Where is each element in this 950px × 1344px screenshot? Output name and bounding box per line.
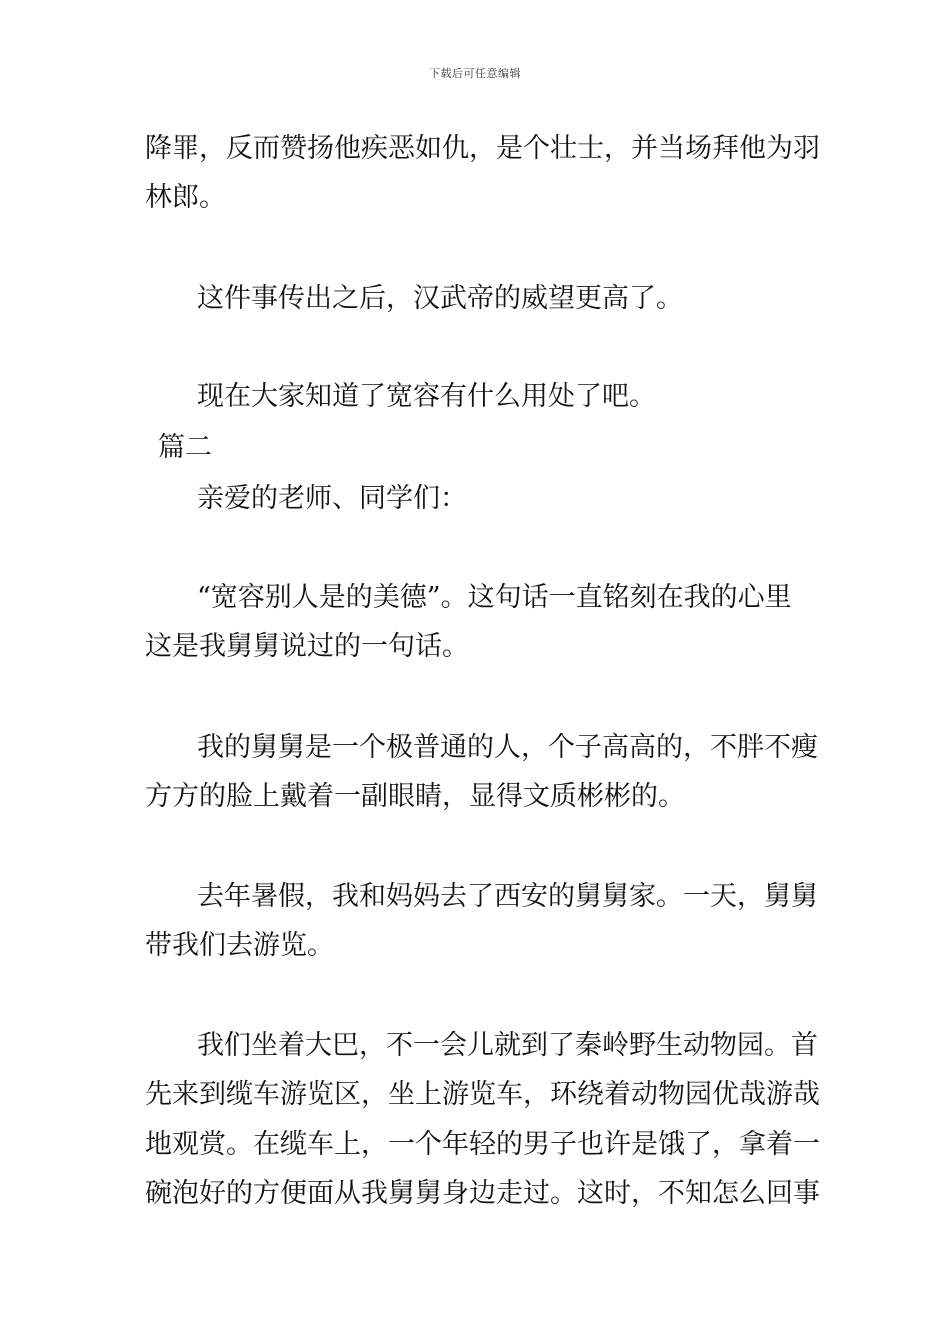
text-line: 我们坐着大巴，不一会儿就到了秦岭野生动物园。首 — [197, 1030, 818, 1061]
text-line: 亲爱的老师、同学们： — [197, 483, 467, 514]
text-line: 去年暑假，我和妈妈去了西安的舅舅家。一天，舅舅 — [197, 881, 818, 912]
page-header: 下载后可任意编辑 — [429, 67, 521, 80]
text-line: 地观赏。在缆车上，一个年轻的男子也许是饿了，拿着一 — [145, 1129, 820, 1160]
text-line: 我的舅舅是一个极普通的人，个子高高的，不胖不瘦 — [197, 732, 818, 763]
text-line: 先来到缆车游览区，坐上游览车，环绕着动物园优哉游哉 — [145, 1079, 820, 1110]
text-line: 方方的脸上戴着一副眼睛，显得文质彬彬的。 — [145, 781, 685, 812]
text-line: 碗泡好的方便面从我舅舅身边走过。这时，不知怎么回事 — [145, 1178, 820, 1209]
text-line: 现在大家知道了宽容有什么用处了吧。 — [197, 381, 656, 412]
text-line: “宽容别人是的美德”。这句话一直铭刻在我的心里 — [197, 582, 792, 613]
section-heading: 篇二 — [158, 432, 212, 463]
text-line: 带我们去游览。 — [145, 930, 334, 961]
text-line: 这是我舅舅说过的一句话。 — [145, 631, 469, 662]
text-line: 这件事传出之后，汉武帝的威望更高了。 — [197, 283, 683, 314]
text-line: 林郎。 — [145, 182, 226, 213]
text-line: 降罪，反而赞扬他疾恶如仇，是个壮士，并当场拜他为羽 — [145, 133, 820, 164]
